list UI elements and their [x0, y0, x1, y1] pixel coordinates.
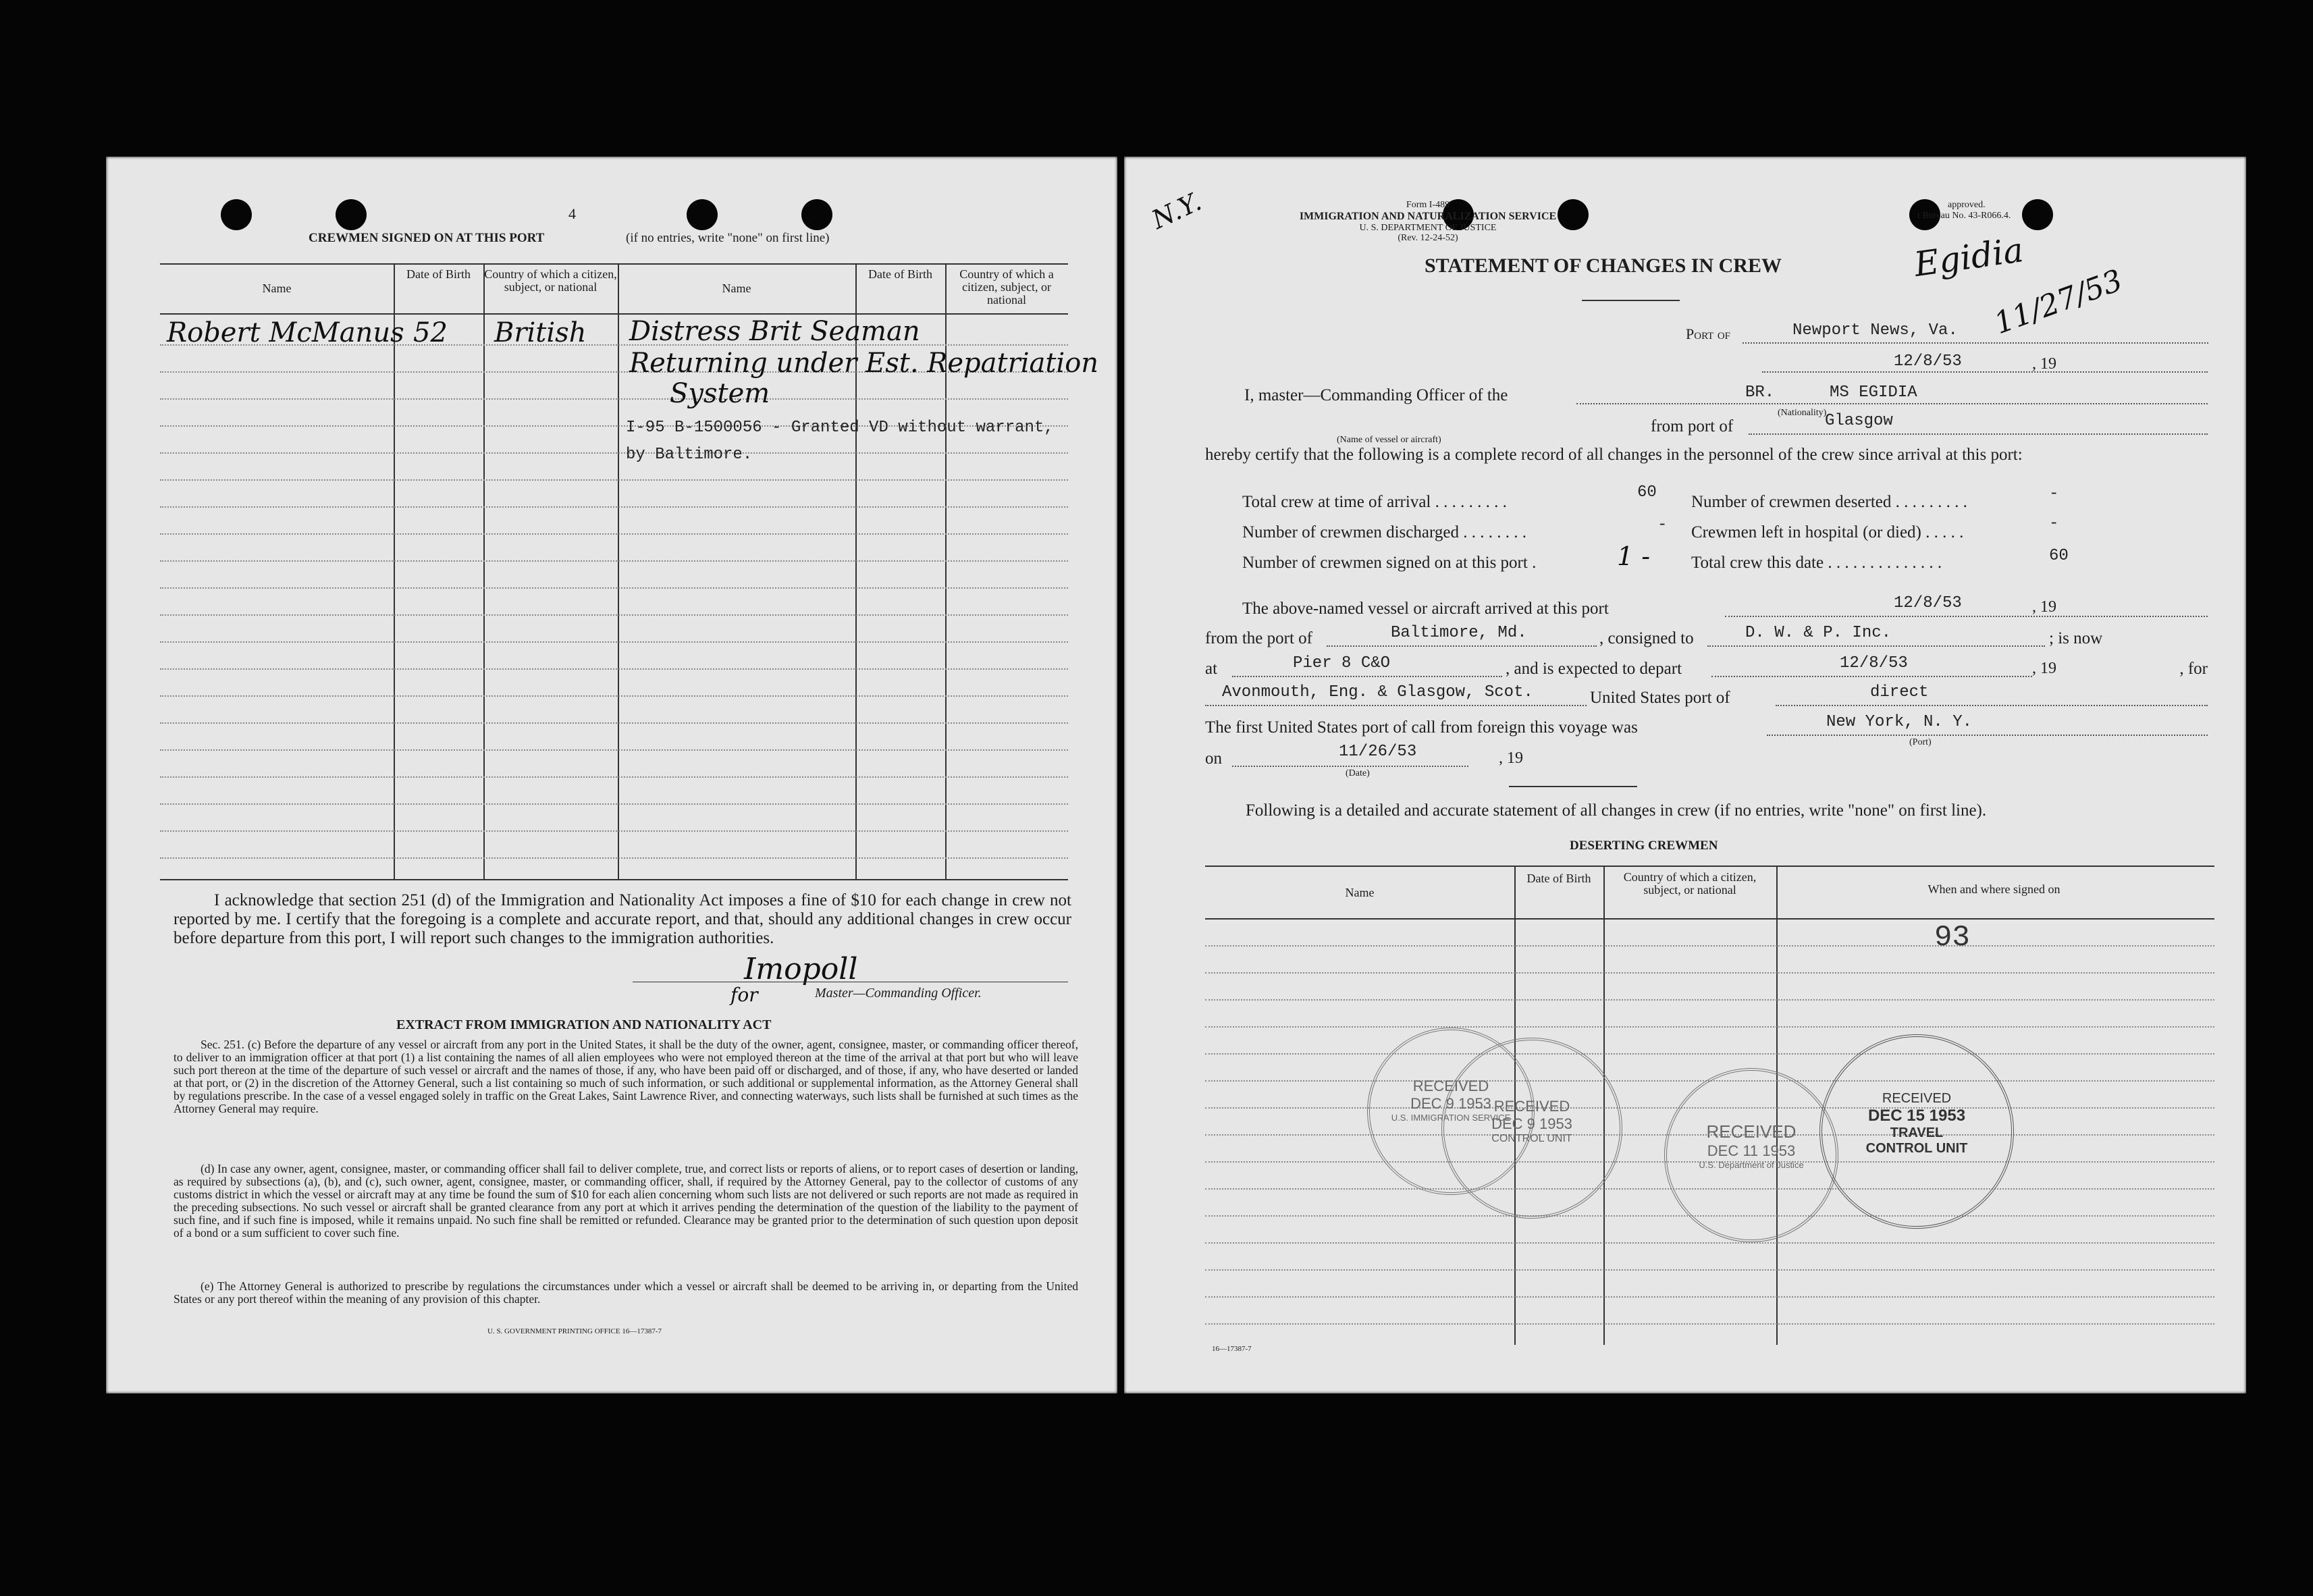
- handwritten-remark: Returning under Est. Repatriation: [629, 348, 1099, 379]
- table-rule: [160, 313, 1068, 315]
- year-label: , 19: [2032, 660, 2056, 677]
- report-date: 12/8/53: [1894, 352, 1962, 371]
- form-revision: (Rev. 12-24-52): [1398, 233, 1458, 243]
- from-port-label: from port of: [1651, 417, 1734, 435]
- crewman-name: Robert McManus: [167, 317, 404, 348]
- table-col-divider: [394, 263, 395, 879]
- first-port-value: New York, N. Y.: [1826, 713, 1973, 731]
- arrived-value: 12/8/53: [1894, 594, 1962, 612]
- typed-remark: by Baltimore.: [626, 446, 753, 464]
- destination-value: Avonmouth, Eng. & Glasgow, Scot.: [1222, 683, 1533, 701]
- acknowledgement-text: I acknowledge that section 251 (d) of the Immigration and Nationality Act imposes a fine of $10 for each change in crew not reported by me. I certify that the foregoing is a complete and accurate report, and that, should any additional changes in crew occur before departure from this port, I will report such changes to the immigration authorities.: [174, 891, 1071, 947]
- arrived-label: The above-named vessel or aircraft arrived at this port: [1242, 600, 1609, 618]
- col-dob: Date of Birth: [1526, 872, 1591, 885]
- master-label: I, master—Commanding Officer of the: [1244, 386, 1508, 404]
- page-number: 4: [568, 205, 576, 222]
- consigned-value: D. W. & P. Inc.: [1745, 624, 1892, 642]
- vessel-caption: (Name of vessel or aircraft): [1337, 435, 1441, 445]
- handwritten-date-note: 11/27/53: [1990, 263, 2127, 342]
- handwritten-remark: Distress Brit Seaman: [629, 316, 920, 347]
- right-page: [1124, 157, 2246, 1393]
- hospital-value: -: [2049, 514, 2059, 533]
- certify-text: hereby certify that the following is a complete record of all changes in the personnel of the crew since arrival at this port:: [1205, 446, 2023, 464]
- from-the-port-value: Baltimore, Md.: [1391, 624, 1527, 642]
- nationality-value: BR.: [1745, 383, 1775, 402]
- received-stamp: RECEIVED DEC 15 1953 TRAVEL CONTROL UNIT: [1819, 1034, 2014, 1229]
- at-label: at: [1205, 660, 1218, 678]
- col-dob-2: Date of Birth: [868, 267, 932, 281]
- stamp-number: 93: [1934, 921, 1970, 955]
- port-value: Newport News, Va.: [1792, 321, 1958, 340]
- consigned-label: , consigned to: [1599, 629, 1694, 647]
- year-label: , 19: [2032, 355, 2056, 373]
- year-label: , 19: [1499, 749, 1523, 767]
- is-now-label: ; is now: [2049, 629, 2103, 647]
- hospital-label: Crewmen left in hospital (or died) . . . . .: [1691, 523, 1964, 541]
- received-stamp: RECEIVED DEC 9 1953 CONTROL UNIT: [1441, 1038, 1622, 1219]
- col-country-2: Country of which a citizen, subject, or national: [959, 267, 1054, 307]
- year-label: , 19: [2032, 598, 2056, 616]
- table-rule: [1205, 918, 2214, 920]
- on-label: on: [1205, 749, 1222, 768]
- section-note: (if no entries, write "none" on first line): [626, 231, 830, 245]
- table-rule: [160, 263, 1068, 265]
- table-rule: [160, 879, 1068, 880]
- port-label: Port of: [1686, 325, 1731, 342]
- title-rule: [1582, 300, 1680, 301]
- form-number: Form I-489: [1406, 200, 1450, 210]
- table-col-divider: [618, 263, 619, 879]
- punch-hole: [2022, 199, 2053, 230]
- us-port-value: direct: [1870, 683, 1929, 701]
- received-stamp: RECEIVED DEC 9 1953 U.S. IMMIGRATION SERVICE: [1367, 1028, 1535, 1195]
- left-page: [106, 157, 1117, 1393]
- approval-line: approved.: [1948, 200, 1986, 210]
- date-caption: (Date): [1346, 768, 1370, 778]
- crewman-dob: 52: [413, 317, 448, 348]
- extract-title: EXTRACT FROM IMMIGRATION AND NATIONALITY ACT: [396, 1017, 772, 1032]
- col-country: Country of which a citizen, subject, or national: [484, 267, 617, 294]
- printer-line: U. S. GOVERNMENT PRINTING OFFICE 16—17387-7: [487, 1327, 662, 1335]
- section-rule: [1509, 786, 1637, 787]
- extract-section-c: Sec. 251. (c) Before the departure of any vessel or aircraft from any port in the United States, it shall be the duty of the owner, agent, consignee, master, or commanding officer thereof, to deliver to an immigration officer at that port (1) a list containing the names of all alien employees who were not employed thereon at the time of the arrival at that port but who will leave such port thereon at the time of the departure of such vessel or aircraft and the names of those, if any, who have been paid off or discharged, and of those, if any, who have deserted or landed at that port, or (2) in the discretion of the Attorney General, such a list containing so much of such information, or such additional or supplemental information, as the Attorney General shall by regulations prescribe. In the case of a vessel engaged solely in traffic on the Great Lakes, Saint Lawrence River, and connecting waterways, such lists shall be furnished at such times as the Attorney General may require.: [174, 1038, 1078, 1115]
- first-port-label: The first United States port of call from foreign this voyage was: [1205, 718, 1638, 737]
- footer-code: 16—17387-7: [1212, 1345, 1252, 1353]
- vessel-value: MS EGIDIA: [1830, 383, 1917, 402]
- col-name: Name: [262, 282, 292, 295]
- discharged-label: Number of crewmen discharged . . . . . . . .: [1242, 523, 1526, 541]
- form-title: STATEMENT OF CHANGES IN CREW: [1425, 255, 1782, 277]
- approval-line: t Bureau No. 43-R066.4.: [1917, 211, 2011, 221]
- signed-on-label: Number of crewmen signed on at this port .: [1242, 554, 1537, 572]
- on-value: 11/26/53: [1339, 743, 1417, 761]
- total-date-label: Total crew this date . . . . . . . . . . . . . .: [1691, 554, 1942, 572]
- depart-value: 12/8/53: [1840, 654, 1908, 672]
- col-when-where: When and where signed on: [1928, 882, 2061, 896]
- punch-hole: [687, 199, 718, 230]
- col-name: Name: [1345, 886, 1375, 899]
- col-country: Country of which a citizen, subject, or national: [1623, 870, 1757, 897]
- signature-label: Master—Commanding Officer.: [815, 986, 982, 1001]
- deserted-value: -: [2049, 485, 2059, 503]
- handwritten-remark: System: [670, 378, 770, 409]
- signed-on-value: 1 -: [1617, 541, 1651, 571]
- col-name-2: Name: [722, 282, 751, 295]
- punch-hole: [221, 199, 252, 230]
- punch-hole: [336, 199, 367, 230]
- master-signature: Imopoll: [744, 952, 858, 986]
- table-col-divider: [483, 263, 485, 879]
- col-dob: Date of Birth: [406, 267, 471, 281]
- agency-name: IMMIGRATION AND NATURALIZATION SERVICE: [1299, 211, 1557, 222]
- received-stamp: RECEIVED DEC 11 1953 U.S. Department of Justice: [1664, 1068, 1838, 1242]
- signature-prefix: for: [730, 984, 758, 1006]
- crewman-country: British: [494, 317, 587, 348]
- discharged-value: -: [1657, 516, 1668, 534]
- department-name: U. S. DEPARTMENT OF JUSTICE: [1359, 223, 1497, 233]
- margin-note: N.Y.: [1147, 186, 1206, 235]
- deserting-title: DESERTING CREWMEN: [1570, 839, 1718, 853]
- punch-hole: [801, 199, 832, 230]
- total-crew-label: Total crew at time of arrival . . . . . . . . .: [1242, 493, 1507, 511]
- for-label: , for: [2179, 660, 2208, 678]
- from-the-port-label: from the port of: [1205, 629, 1312, 647]
- total-date-value: 60: [2049, 547, 2069, 565]
- typed-remark: I-95 B-1500056 - Granted VD without warrant,: [626, 419, 1054, 437]
- nationality-caption: (Nationality): [1778, 408, 1827, 418]
- following-text: Following is a detailed and accurate statement of all changes in crew (if no entries, write "none" on first line).: [1246, 801, 1987, 820]
- depart-label: , and is expected to depart: [1506, 660, 1682, 678]
- us-port-label: United States port of: [1590, 689, 1730, 707]
- handwritten-vessel-note: Egidia: [1911, 230, 2026, 285]
- section-title: CREWMEN SIGNED ON AT THIS PORT: [309, 231, 545, 245]
- table-rule: [1205, 866, 2214, 867]
- extract-section-d: (d) In case any owner, agent, consignee, master, or commanding officer shall fail to deliver complete, true, and correct lists or reports of aliens, or to report cases of desertion or landing, as required by subsections (a), (b), and (c), such owner, agent, consignee, master, or commanding officer, shall, if required by the Attorney General, pay to the collector of customs of any customs district in which the vessel or aircraft may at any time be found the sum of $10 for each alien concerning whom such lists are not delivered or such reports are not made as required in the preceding subsections. No such vessel or aircraft shall be granted clearance from any port at which it arrives pending the determination of the question of the liability to the payment of such fine, and if such fine is imposed, while it remains unpaid. No such fine shall be remitted or refunded. Clearance may be granted prior to the determination of such question upon deposit of a bond or a sum sufficient to cover such fine.: [174, 1162, 1078, 1240]
- from-port-value: Glasgow: [1825, 412, 1893, 430]
- extract-section-e: (e) The Attorney General is authorized to prescribe by regulations the circumstances under which a vessel or aircraft shall be deemed to be arriving in, or departing from the United States or any port thereof within the meaning of any provision of this chapter.: [174, 1279, 1078, 1306]
- at-value: Pier 8 C&O: [1293, 654, 1391, 672]
- total-crew-value: 60: [1637, 483, 1657, 502]
- deserted-label: Number of crewmen deserted . . . . . . . . .: [1691, 493, 1967, 511]
- port-caption: (Port): [1909, 737, 1932, 747]
